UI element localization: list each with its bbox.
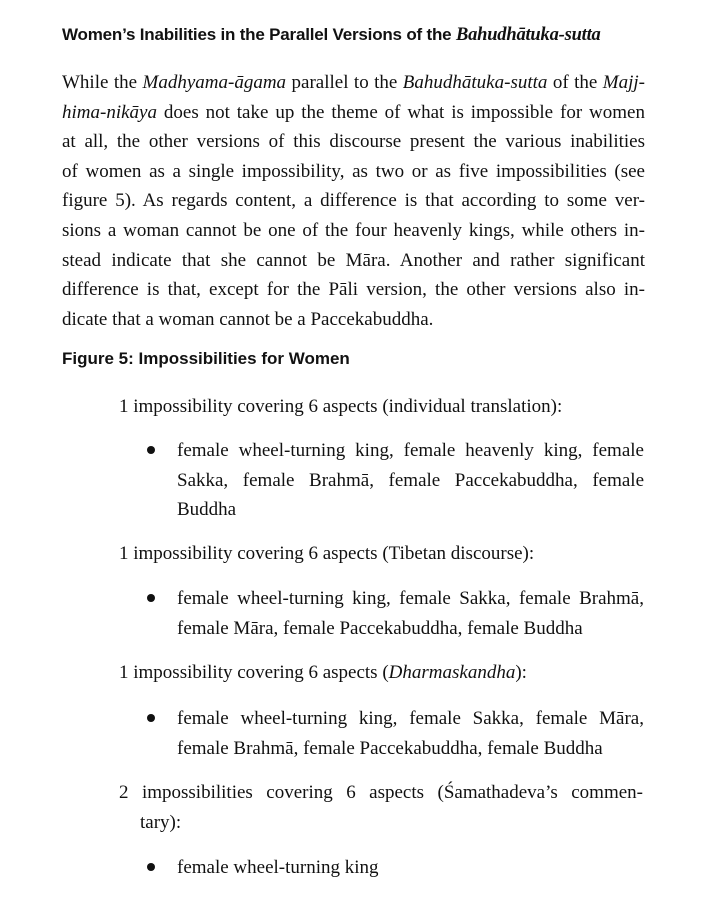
list-item-line: female wheel-turning king	[177, 857, 379, 878]
impossibility-heading: 2 impossibilities covering 6 aspects (Śamathadeva’s commen- tary):	[119, 782, 643, 833]
paragraph-line: While the Madhyama-āgama parallel to the Bahudhātuka-sutta of the Majj-	[62, 72, 645, 93]
list-item-line: Buddha	[177, 499, 237, 521]
list-item-line: female wheel-turning king, female Sakka, female Brahmā,	[177, 588, 644, 609]
list-item-line: female Brahmā, female Paccekabuddha, female Buddha	[177, 737, 603, 759]
figure-caption: Figure 5: Impossibilities for Women	[62, 349, 350, 368]
impossibility-heading: 1 impossibility covering 6 aspects (Dharmaskandha):	[119, 662, 527, 683]
paragraph-line: dicate that a woman cannot be a Paccekabuddha.	[62, 308, 434, 330]
section-heading: Women’s Inabilities in the Parallel Versions of the Bahudhātuka-sutta	[62, 25, 601, 45]
list-item-line: female Māra, female Paccekabuddha, female Buddha	[177, 617, 583, 639]
paragraph-line: hima-nikāya does not take up the theme of what is impossible for women	[62, 101, 645, 123]
heading-italic-title: Bahudhātuka-sutta	[455, 25, 601, 45]
body-paragraph	[62, 68, 645, 334]
list-item-line: Sakka, female Brahmā, female Paccekabuddha, female	[177, 469, 644, 491]
impossibility-heading: 1 impossibility covering 6 aspects (individual translation):	[119, 396, 563, 417]
bullet-icon	[147, 446, 155, 454]
paragraph-line: stead indicate that she cannot be Māra. Another and rather significant	[62, 249, 645, 271]
list-item-line: female wheel-turning king, female Sakka, female Māra,	[177, 708, 644, 729]
bullet-icon	[147, 594, 155, 602]
paragraph-line: difference is that, except for the Pāli version, the other versions also in-	[62, 279, 645, 301]
paragraph-line: sions a woman cannot be one of the four heavenly kings, while others in-	[62, 219, 645, 241]
source-title: Dharmaskandha	[388, 662, 516, 683]
impossibility-heading: 1 impossibility covering 6 aspects (Tibetan discourse):	[119, 543, 535, 564]
bullet-icon	[147, 863, 155, 871]
bullet-icon	[147, 714, 155, 722]
paragraph-line: figure 5). As regards content, a difference is that according to some ver-	[62, 190, 645, 212]
paragraph-line: at all, the other versions of this discourse present the various inabilities	[62, 131, 645, 153]
list-item-line: female wheel-turning king, female heavenly king, female	[177, 440, 644, 461]
paragraph-line: of women as a single impossibility, as two or as five impossibilities (see	[62, 160, 645, 182]
